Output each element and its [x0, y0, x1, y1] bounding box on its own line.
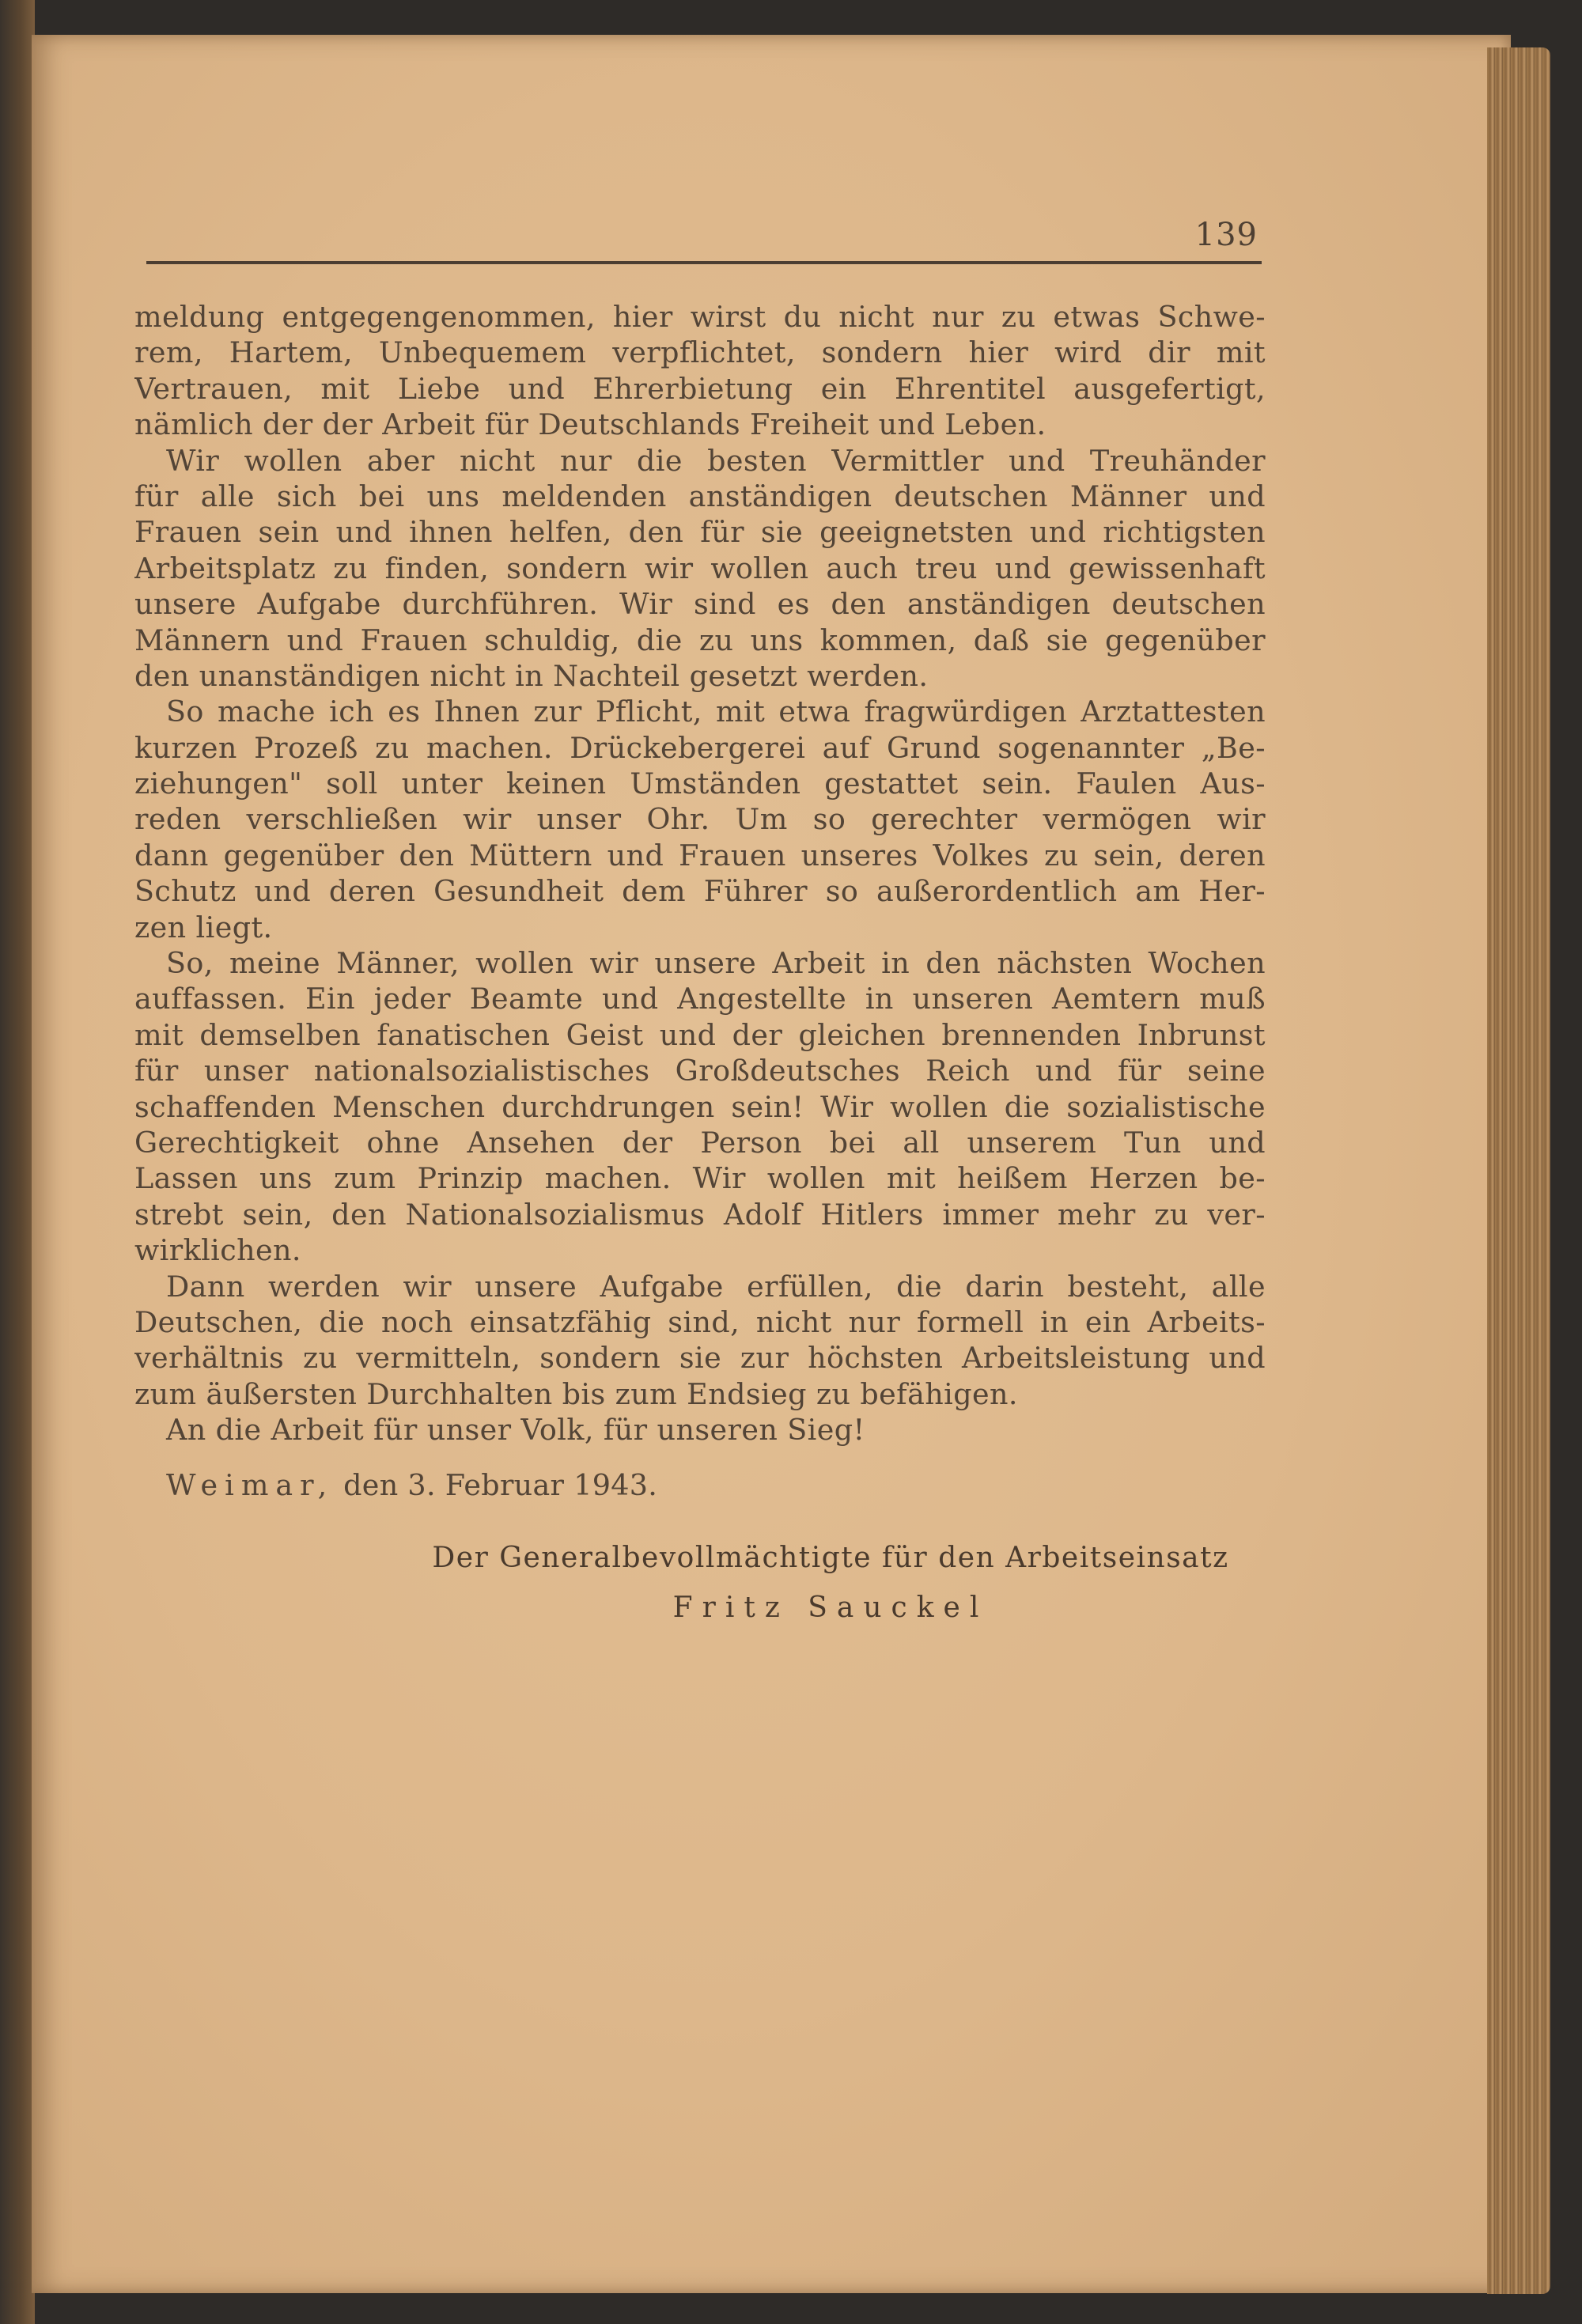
- text-line: den unanständigen nicht in Nachteil gesetzt werden.: [134, 658, 929, 693]
- text-line: mit demselben fanatischen Geist und der gleichen brennenden Inbrunst: [134, 1017, 1266, 1052]
- paragraph: [134, 945, 1266, 1269]
- text-line: Schutz und deren Gesundheit dem Führer so außerordentlich am Her-: [134, 874, 1266, 909]
- place-name: Weimar,: [166, 1467, 335, 1502]
- paragraph: [134, 443, 1266, 695]
- body-text: [134, 299, 1266, 1503]
- signatory-name: Fritz Sauckel: [672, 1592, 989, 1624]
- text-line: schaffenden Menschen durchdrungen sein! Wir wollen die sozialistische: [134, 1089, 1266, 1124]
- text-line: Wir wollen aber nicht nur die besten Vermittler und Treuhänder: [166, 443, 1266, 478]
- text-line: dann gegenüber den Müttern und Frauen unseres Volkes zu sein, deren: [134, 838, 1266, 872]
- text-line: Frauen sein und ihnen helfen, den für sie geeignetsten und richtigsten: [134, 515, 1266, 550]
- text-line: Gerechtigkeit ohne Ansehen der Person bei all unserem Tun und: [134, 1125, 1266, 1160]
- text-line: auffassen. Ein jeder Beamte und Angestellte in unseren Aemtern muß: [134, 982, 1266, 1016]
- text-line: Vertrauen, mit Liebe und Ehrerbietung ein Ehrentitel ausgefertigt,: [134, 371, 1266, 406]
- text-line: rem, Hartem, Unbequemem verpflichtet, sondern hier wird dir mit: [134, 335, 1266, 370]
- text-line: Lassen uns zum Prinzip machen. Wir wollen mit heißem Herzen be-: [134, 1161, 1266, 1196]
- text-line: kurzen Prozeß zu machen. Drückebergerei auf Grund sogenannter „Be-: [134, 730, 1266, 765]
- paragraph: [134, 1269, 1266, 1413]
- date-text: den 3. Februar 1943.: [343, 1467, 658, 1502]
- text-line: Arbeitsplatz zu finden, sondern wir wollen auch treu und gewissenhaft: [134, 551, 1266, 585]
- page-edges: [1487, 47, 1550, 2294]
- header-rule: [146, 261, 1262, 264]
- text-line: strebt sein, den Nationalsozialismus Adolf Hitlers immer mehr zu ver-: [134, 1197, 1266, 1232]
- text-line: So, meine Männer, wollen wir unsere Arbeit in den nächsten Wochen: [166, 946, 1266, 981]
- text-line: Männern und Frauen schuldig, die zu uns kommen, daß sie gegenüber: [134, 623, 1266, 657]
- text-line: für unser nationalsozialistisches Großdeutsches Reich und für seine: [134, 1054, 1266, 1088]
- text-line: reden verschließen wir unser Ohr. Um so gerechter vermögen wir: [134, 802, 1266, 837]
- text-line: An die Arbeit für unser Volk, für unseren Sieg!: [166, 1413, 865, 1448]
- text-line: für alle sich bei uns meldenden anständigen deutschen Männer und: [134, 479, 1266, 513]
- text-line: ziehungen" soll unter keinen Umständen gestattet sein. Faulen Aus-: [134, 766, 1266, 801]
- binding-shadow: [0, 0, 35, 2324]
- date-line: [134, 1467, 1266, 1503]
- paragraphs: [134, 299, 1266, 1448]
- paragraph: [134, 694, 1266, 945]
- text-line: Deutschen, die noch einsatzfähig sind, nicht nur formell in ein Arbeits-: [134, 1304, 1266, 1339]
- text-line: unsere Aufgabe durchführen. Wir sind es den anständigen deutschen: [134, 587, 1266, 622]
- signatory-title: Der Generalbevollmächtigte für den Arbeitseinsatz: [432, 1542, 1229, 1574]
- text-line: zum äußersten Durchhalten bis zum Endsieg zu befähigen.: [134, 1376, 1018, 1411]
- text-line: verhältnis zu vermitteln, sondern sie zur höchsten Arbeitsleistung und: [134, 1341, 1266, 1376]
- text-line: meldung entgegengenommen, hier wirst du nicht nur zu etwas Schwe-: [134, 300, 1266, 334]
- text-line: wirklichen.: [134, 1233, 301, 1268]
- page-number: 139: [1194, 217, 1258, 253]
- text-line: So mache ich es Ihnen zur Pflicht, mit etwa fragwürdigen Arztattesten: [166, 695, 1266, 729]
- text-line: nämlich der der Arbeit für Deutschlands Freiheit und Leben.: [134, 407, 1046, 442]
- paragraph: [134, 1412, 1266, 1448]
- text-line: zen liegt.: [134, 910, 273, 944]
- text-line: Dann werden wir unsere Aufgabe erfüllen, die darin besteht, alle: [166, 1269, 1266, 1304]
- paragraph: [134, 299, 1266, 443]
